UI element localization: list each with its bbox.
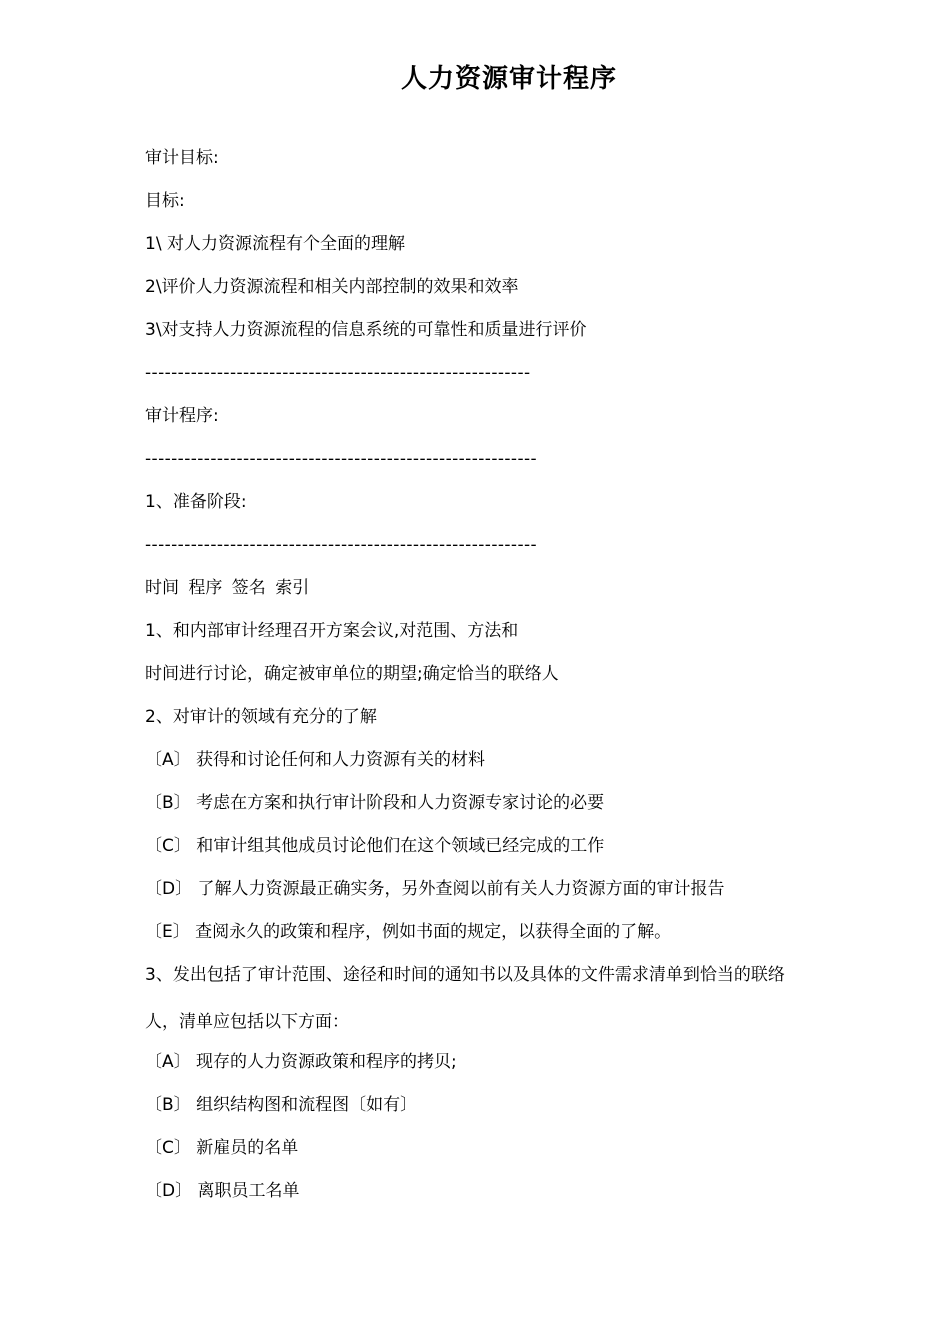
step-2-item-d: 〔D〕 了解人力资源最正确实务，另外查阅以前有关人力资源方面的审计报告 [145, 879, 725, 899]
step-3-item-c: 〔C〕 新雇员的名单 [145, 1138, 299, 1158]
step-2-item-a: 〔A〕 获得和讨论任何和人力资源有关的材料 [145, 750, 486, 770]
step-3-item-b: 〔B〕 组织结构图和流程图〔如有〕 [145, 1095, 418, 1115]
prep-stage-heading: 1、准备阶段: [145, 492, 247, 512]
document-title: 人力资源审计程序 [400, 64, 617, 94]
audit-procedure-heading: 审计程序: [145, 406, 219, 426]
step-2-item-e: 〔E〕 查阅永久的政策和程序，例如书面的规定，以获得全面的了解。 [145, 922, 672, 942]
procedure-step-3: 3、发出包括了审计范围、途径和时间的通知书以及具体的文件需求清单到恰当的联络 [145, 965, 785, 985]
procedure-step-1: 1、和内部审计经理召开方案会议,对范围、方法和 [145, 621, 519, 641]
step-3-item-a: 〔A〕 现存的人力资源政策和程序的拷贝; [145, 1052, 457, 1072]
step-2-item-b: 〔B〕 考虑在方案和执行审计阶段和人力资源专家讨论的必要 [145, 793, 605, 813]
objective-item-3: 3\对支持人力资源流程的信息系统的可靠性和质量进行评价 [145, 320, 587, 340]
objective-label: 目标: [145, 191, 185, 211]
table-header-line: 时间 程序 签名 索引 [145, 578, 310, 598]
procedure-step-2: 2、对审计的领域有充分的了解 [145, 707, 377, 727]
procedure-step-3-continued: 人，清单应包括以下方面： [145, 1012, 349, 1032]
objective-item-2: 2\评价人力资源流程和相关内部控制的效果和效率 [145, 277, 519, 297]
audit-objective-heading: 审计目标: [145, 148, 219, 168]
step-3-item-d: 〔D〕 离职员工名单 [145, 1181, 300, 1201]
procedure-step-1-continued: 时间进行讨论，确定被审单位的期望;确定恰当的联络人 [145, 664, 559, 684]
dashed-divider-3: ------------------------------------------------------------ [145, 535, 538, 555]
step-2-item-c: 〔C〕 和审计组其他成员讨论他们在这个领域已经完成的工作 [145, 836, 605, 856]
dashed-divider-2: ------------------------------------------------------------ [145, 449, 538, 469]
objective-item-1: 1\ 对人力资源流程有个全面的理解 [145, 234, 405, 254]
dashed-divider-1: ----------------------------------------------------------- [145, 363, 531, 383]
